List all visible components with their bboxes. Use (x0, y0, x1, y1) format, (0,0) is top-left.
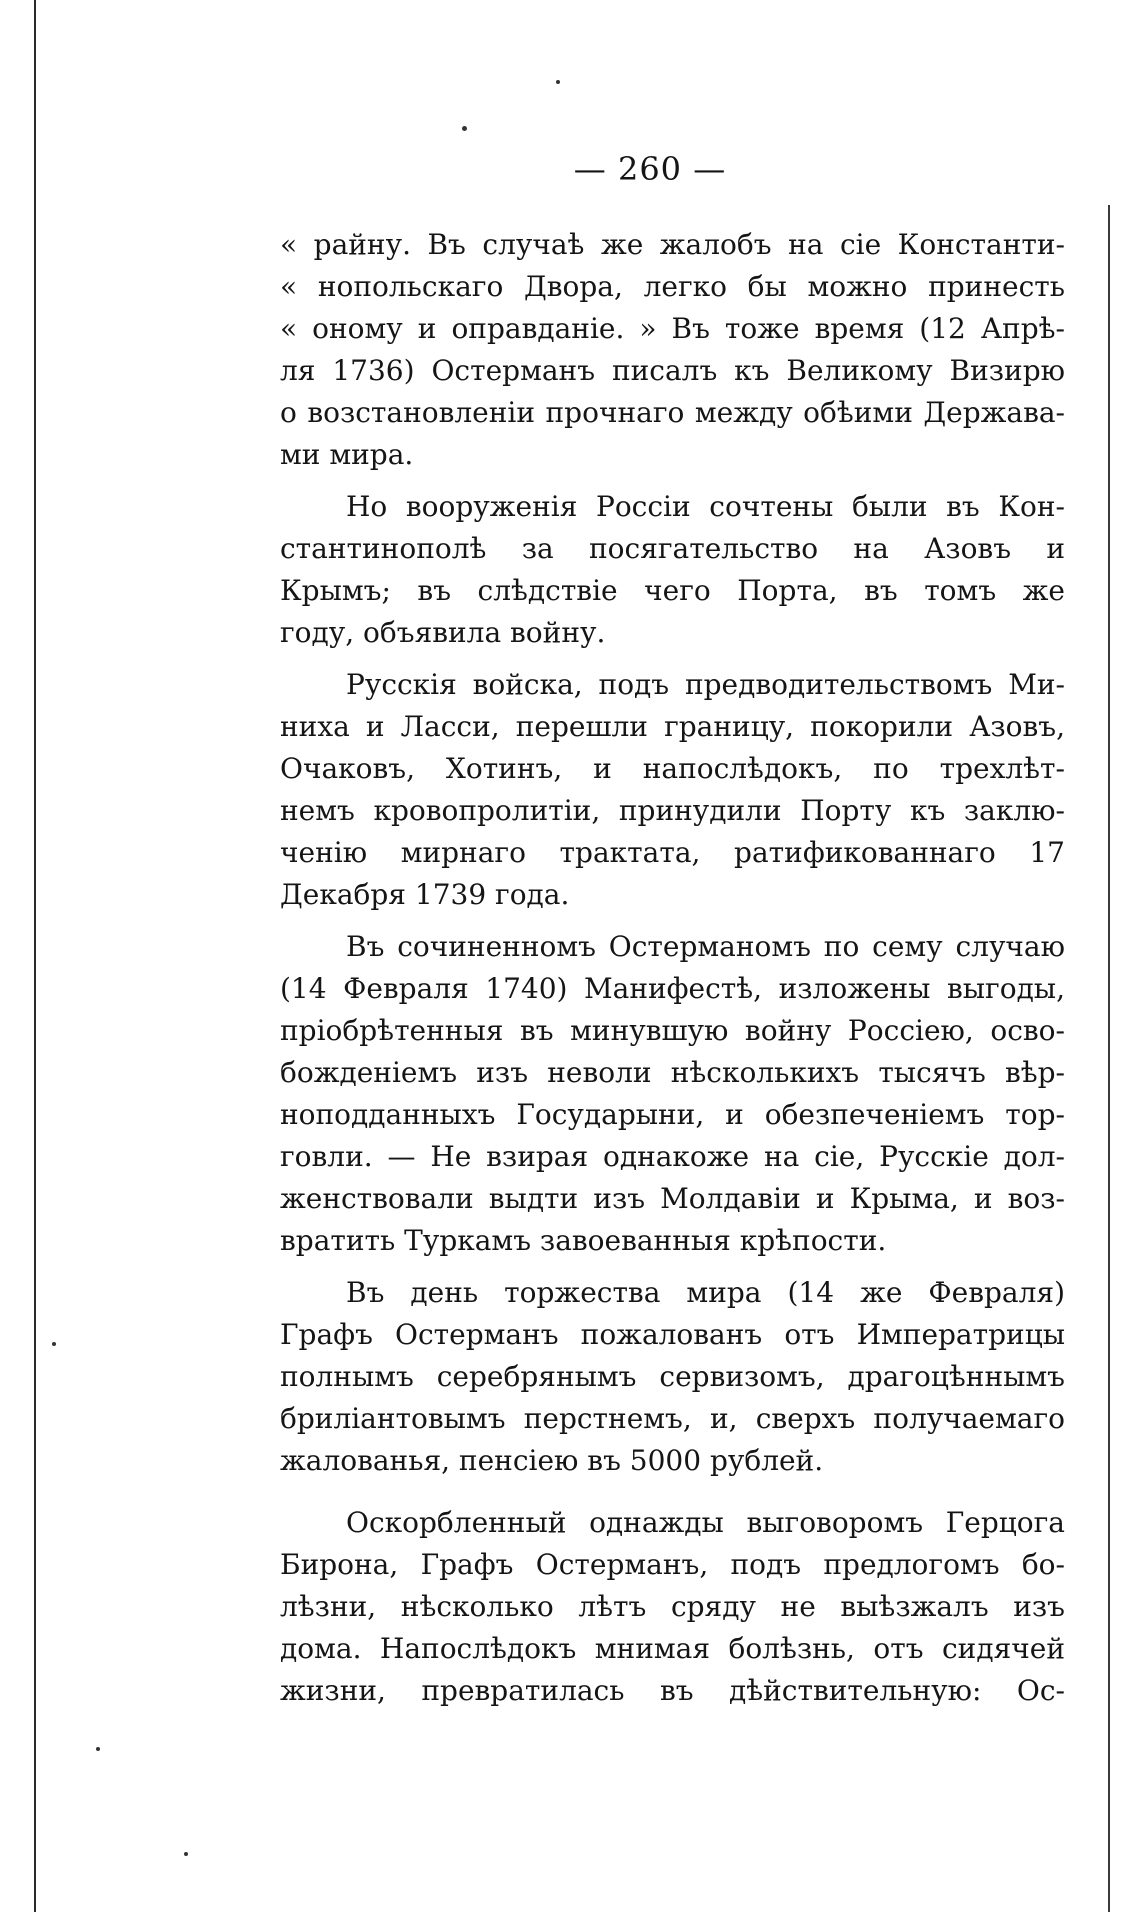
paragraph (280, 1272, 1065, 1482)
text-line: говли. — Не взирая однакоже на сіе, Русскіе дол- (280, 1140, 1065, 1173)
text-line: божденіемъ изъ неволи нѣсколькихъ тысячъ вѣр- (280, 1056, 1065, 1089)
text-line: Оскорбленный однажды выговоромъ Герцога (346, 1506, 1065, 1539)
text-line: (14 Февраля 1740) Манифестѣ, изложены выгоды, (280, 972, 1065, 1005)
text-line: ноподданныхъ Государыни, и обезпеченіемъ тор- (280, 1098, 1065, 1131)
page-number: — 260 — (573, 150, 727, 188)
print-speck (184, 1852, 188, 1856)
page-right-edge (1108, 205, 1110, 1912)
text-line: Крымъ; въ слѣдствіе чего Порта, въ томъ же (280, 574, 1065, 607)
print-speck (52, 1342, 56, 1346)
text-line: бриліантовымъ перстнемъ, и, сверхъ получаемаго (280, 1402, 1065, 1435)
paragraph (280, 664, 1065, 916)
print-speck (96, 1747, 100, 1751)
paragraph (280, 486, 1065, 654)
text-line: ченію мирнаго трактата, ратификованнаго 17 (280, 836, 1065, 869)
paragraph (280, 224, 1065, 476)
text-line: « нопольскаго Двора, легко бы можно принесть (280, 270, 1065, 303)
paragraph (280, 1502, 1065, 1712)
text-line: Въ сочиненномъ Остерманомъ по сему случаю (346, 930, 1065, 963)
text-line: Графъ Остерманъ пожалованъ отъ Императрицы (280, 1318, 1065, 1351)
text-line: о возстановленіи прочнаго между обѣими Держава- (280, 396, 1065, 429)
text-line: ниха и Ласси, перешли границу, покорили Азовъ, (280, 710, 1065, 743)
text-line: дома. Напослѣдокъ мнимая болѣзнь, отъ сидячей (280, 1632, 1065, 1665)
text-line: жалованья, пенсіею въ 5000 рублей. (280, 1444, 824, 1477)
text-line: немъ кровопролитіи, принудили Порту къ заклю- (280, 794, 1065, 827)
text-line: жизни, превратилась въ дѣйствительную: Ос- (280, 1674, 1065, 1707)
text-line: « райну. Въ случаѣ же жалобъ на сіе Константи- (280, 228, 1065, 261)
text-line: ми мира. (280, 438, 414, 471)
text-line: Декабря 1739 года. (280, 878, 570, 911)
text-line: Русскія войска, подъ предводительствомъ Ми- (346, 668, 1065, 701)
text-line: Въ день торжества мира (14 же Февраля) (346, 1276, 1065, 1309)
paragraph (280, 926, 1065, 1262)
text-line: Но вооруженія Россіи сочтены были въ Кон- (346, 490, 1065, 523)
text-line: полнымъ серебрянымъ сервизомъ, драгоцѣннымъ (280, 1360, 1065, 1393)
text-line: Очаковъ, Хотинъ, и напослѣдокъ, по трехлѣт- (280, 752, 1065, 785)
print-speck (556, 80, 560, 84)
print-speck (462, 126, 467, 131)
text-line: Бирона, Графъ Остерманъ, подъ предлогомъ бо- (280, 1548, 1065, 1581)
text-line: пріобрѣтенныя въ минувшую войну Россіею, осво- (280, 1014, 1065, 1047)
text-line: « оному и оправданіе. » Въ тоже время (12 Апрѣ- (280, 312, 1065, 345)
text-line: вратить Туркамъ завоеванныя крѣпости. (280, 1224, 887, 1257)
text-line: лѣзни, нѣсколько лѣтъ сряду не выѣзжалъ изъ (280, 1590, 1065, 1623)
text-line: женствовали выдти изъ Молдавіи и Крыма, и воз- (280, 1182, 1065, 1215)
text-line: году, объявила войну. (280, 616, 606, 649)
body-text (280, 224, 1065, 1712)
page-left-edge (34, 0, 36, 1912)
text-line: стантинополѣ за посягательство на Азовъ и (280, 532, 1065, 565)
text-line: ля 1736) Остерманъ писалъ къ Великому Визирю (280, 354, 1065, 387)
